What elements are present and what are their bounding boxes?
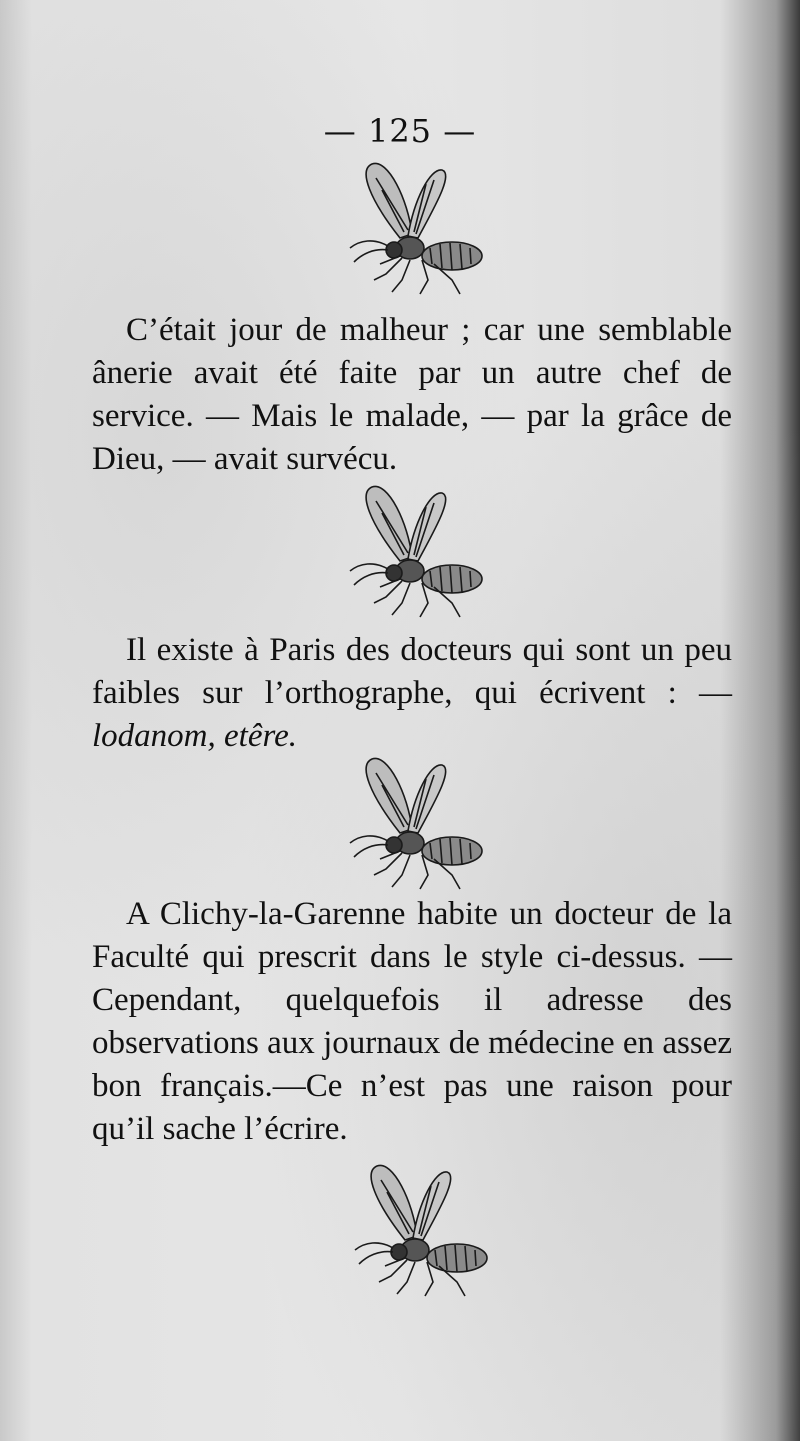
paragraph [92, 629, 732, 758]
paragraph: C’était jour de malheur ; car une semblable ânerie avait été faite par un autre chef de service. — Mais le malade, — par la grâce de Dieu, — avait survécu. [92, 312, 732, 477]
paragraph-text: Il existe à Paris des docteurs qui sont un peu faibles sur l’orthographe, qui écrivent : — [92, 632, 732, 711]
page-number: — 125 — [323, 112, 477, 150]
fly-icon [330, 160, 500, 300]
paragraph-italic: lodanom, etêre. [92, 718, 297, 754]
paragraph: A Clichy-la-Garenne habite un docteur de la Faculté qui prescrit dans le style ci-dessus. — Cependant, quelquefois il adresse des observations aux journaux de médecine en assez bon français.—Ce n’est pas une raison pour qu’il sache l’écrire. [92, 896, 732, 1147]
fly-icon [330, 755, 500, 895]
fly-icon [330, 483, 500, 623]
fly-icon [335, 1162, 505, 1302]
